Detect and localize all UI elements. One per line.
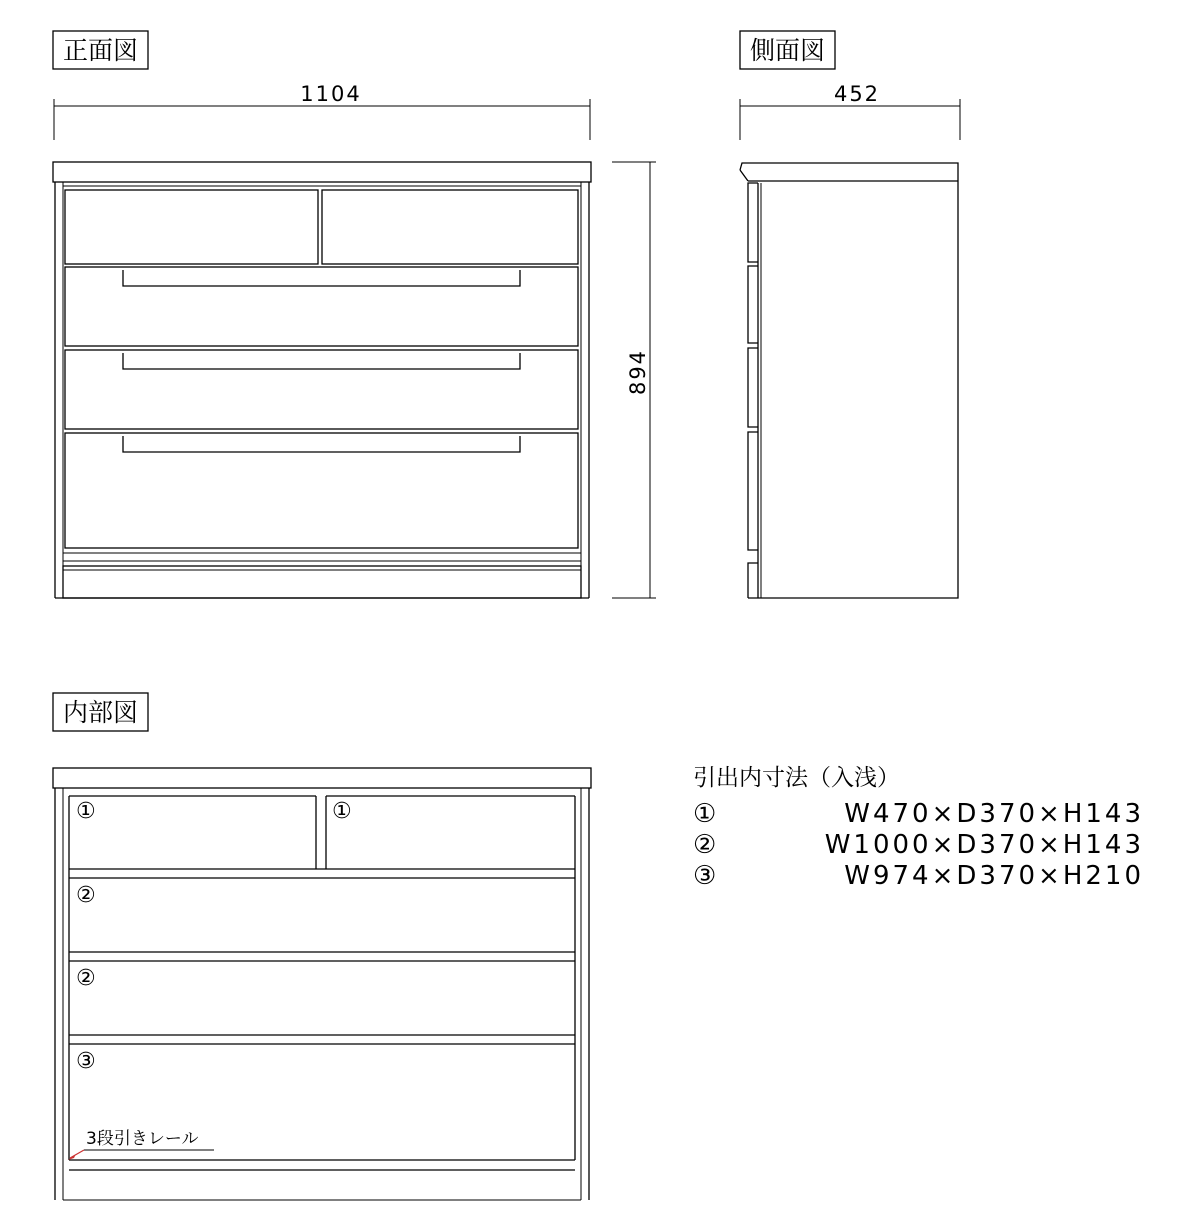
side-view-label: 側面図 [749, 36, 826, 65]
front-drawer-4-handle [123, 436, 520, 452]
front-view-label: 正面図 [62, 36, 139, 65]
front-view [53, 31, 656, 598]
rail-note [68, 1129, 214, 1160]
interior-mark-2-lower: ② [76, 966, 96, 991]
spec-row-3-mark: ③ [693, 861, 720, 891]
interior-view-label-box [53, 693, 148, 731]
front-drawer-3 [65, 350, 578, 429]
drawer-spec-list [693, 765, 1144, 891]
front-cabinet [53, 162, 591, 598]
rail-leader-arrow [70, 1150, 84, 1158]
front-width-dimension [54, 82, 590, 140]
side-cabinet [740, 163, 958, 598]
spec-row-2-mark: ② [693, 830, 720, 860]
front-plinth [63, 566, 581, 598]
side-view [740, 31, 960, 598]
spec-row-2-text: W1000×D370×H143 [824, 830, 1144, 860]
interior-mark-3: ③ [76, 1049, 96, 1074]
rail-note-label: 3段引きレール [86, 1129, 199, 1149]
front-width-value: 1104 [300, 82, 362, 106]
interior-view-label: 内部図 [62, 698, 139, 727]
front-height-dimension [612, 162, 656, 598]
front-drawer-3-handle [123, 353, 520, 369]
front-drawer-2 [65, 267, 578, 346]
front-drawer-top-right [322, 190, 578, 264]
spec-row-1-text: W470×D370×H143 [844, 799, 1144, 829]
side-depth-value: 452 [833, 82, 881, 106]
side-view-label-box [740, 31, 835, 69]
front-drawer-2-handle [123, 270, 520, 286]
interior-mark-1-left: ① [76, 799, 96, 824]
spec-row-1-mark: ① [693, 799, 720, 829]
interior-view [53, 693, 591, 1200]
interior-mark-1-right: ① [332, 799, 352, 824]
front-view-label-box [53, 31, 148, 69]
front-drawer-4 [65, 433, 578, 548]
interior-mark-2-upper: ② [76, 883, 96, 908]
spec-title: 引出内寸法（入浅） [693, 765, 900, 791]
front-drawer-top-left [65, 190, 318, 264]
front-height-value: 894 [626, 348, 650, 396]
side-depth-dimension [740, 82, 960, 140]
spec-row-3-text: W974×D370×H210 [844, 861, 1144, 891]
